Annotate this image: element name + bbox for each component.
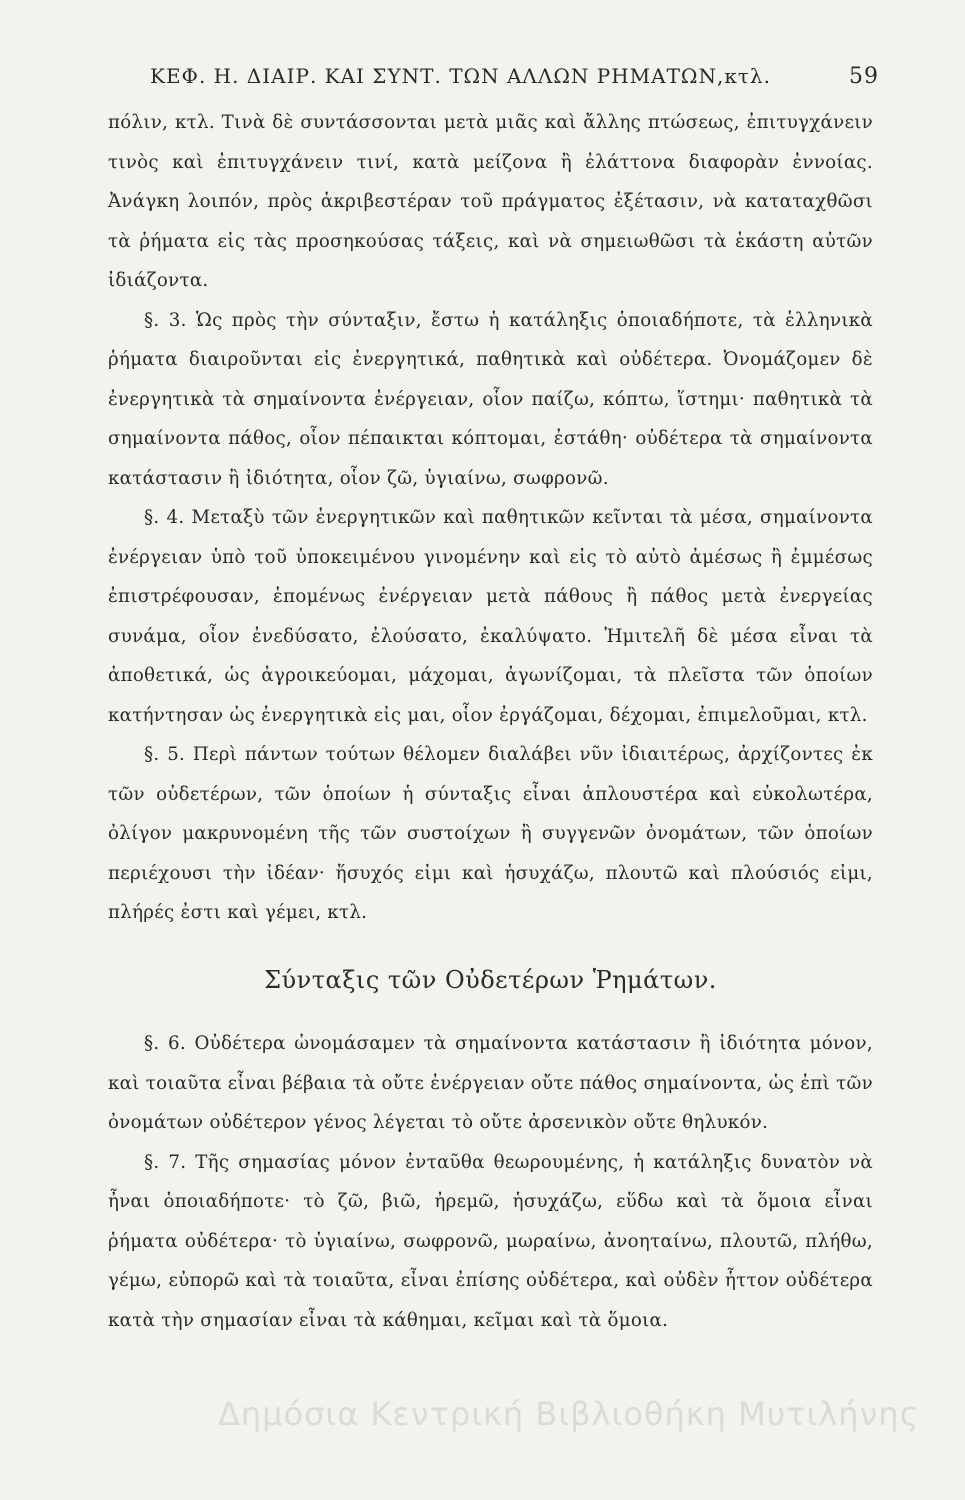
paragraph-section-4: §. 4. Μεταξὺ τῶν ἐνεργητικῶν καὶ παθητικῶν κεῖνται τὰ μέσα, σημαίνοντα ἐνέργειαν ὑπὸ τοῦ ὑποκειμένου γινομένην καὶ εἰς τὸ αὐτὸ ἀμέσως ἢ ἐμμέσως ἐπιστρέφουσαν, ἑπομένως ἐνέργειαν μετὰ πάθους ἢ πάθος μετὰ ἐνεργείας συνάμα, οἷον ἐνεδύσατο, ἐλούσατο, ἐκαλύψατο. Ἡμιτελῆ δὲ μέσα εἶναι τὰ ἀποθετικά, ὡς ἀγροικεύομαι, μάχομαι, ἀγωνίζομαι, τὰ πλεῖστα τῶν ὁποίων κατήντησαν ὡς ἐνεργητικὰ εἰς μαι, οἷον ἐργάζομαι, δέχομαι, ἐπιμελοῦμαι, κτλ. <box>108 507 873 726</box>
paragraph-continuation: πόλιν, κτλ. Τινὰ δὲ συντάσσονται μετὰ μιᾶς καὶ ἄλλης πτώσεως, ἐπιτυγχάνειν τινὸς καὶ ἐπιτυγχάνειν τινί, κατὰ μείζονα ἢ ἐλάττονα διαφορὰν ἐννοίας. Ἀνάγκη λοιπόν, πρὸς ἀκριβεστέραν τοῦ πράγματος ἐξέτασιν, νὰ καταταχθῶσι τὰ ῥήματα εἰς τὰς προσηκούσας τάξεις, καὶ νὰ σημειωθῶσι τὰ ἑκάστη αὐτῶν ἰδιάζοντα. <box>108 112 873 291</box>
paragraph-section-7: §. 7. Τῆς σημασίας μόνον ἐνταῦθα θεωρουμένης, ἡ κατάληξις δυνατὸν νὰ ἦναι ὁποιαδήποτε· τὸ ζῶ, βιῶ, ἠρεμῶ, ἡσυχάζω, εὕδω καὶ τὰ ὅμοια εἶναι ῥήματα οὐδέτερα· τὸ ὑγιαίνω, σωφρονῶ, μωραίνω, ἀνοηταίνω, πλουτῶ, πλήθω, γέμω, εὐπορῶ καὶ τὰ τοιαῦτα, εἶναι ἐπίσης οὐδέτερα, καὶ οὐδὲν ἧττον οὐδέτερα κατὰ τὴν σημασίαν εἶναι τὰ κάθημαι, κεῖμαι καὶ τὰ ὅμοια. <box>108 1151 873 1331</box>
paragraph-section-5: §. 5. Περὶ πάντων τούτων θέλομεν διαλάβει νῦν ἰδιαιτέρως, ἀρχίζοντες ἐκ τῶν οὐδετέρων, τῶν ὁποίων ἡ σύνταξις εἶναι ἁπλουστέρα καὶ εὐκολωτέρα, ὀλίγον μακρυνομένη τῆς τῶν συστοίχων ἢ συγγενῶν ὀνομάτων, τῶν ὁποίων περιέχουσι τὴν ἰδέαν· ἥσυχός εἰμι καὶ ἡσυχάζω, πλουτῶ καὶ πλούσιός εἰμι, πλήρές ἐστι καὶ γέμει, κτλ. <box>108 744 873 923</box>
page-number: 59 <box>849 64 879 89</box>
paragraph-section-6: §. 6. Οὐδέτερα ὠνομάσαμεν τὰ σημαίνοντα κατάστασιν ἢ ἰδιότητα μόνον, καὶ τοιαῦτα εἶναι βέβαια τὰ οὔτε ἐνέργειαν οὔτε πάθος σημαίνοντα, ὡς ἐπὶ τῶν ὀνομάτων οὐδέτερον γένος λέγεται τὸ οὔτε ἀρσενικὸν οὔτε θηλυκόν. <box>108 1033 873 1133</box>
paragraph-section-3: §. 3. Ὡς πρὸς τὴν σύνταξιν, ἔστω ἡ κατάληξις ὁποιαδήποτε, τὰ ἑλληνικὰ ῥήματα διαιροῦνται εἰς ἐνεργητικά, παθητικὰ καὶ οὐδέτερα. Ὀνομάζομεν δὲ ἐνεργητικὰ τὰ σημαίνοντα ἐνέργειαν, οἷον παίζω, κόπτω, ἵστημι· παθητικὰ τὰ σημαίνοντα πάθος, οἷον πέπαικται κόπτομαι, ἐστάθη· οὐδέτερα τὰ σημαίνοντα κατάστασιν ἢ ἰδιότητα, οἷον ζῶ, ὑγιαίνω, σωφρονῶ. <box>108 309 873 489</box>
chapter-title: ΚΕΦ. Η. ΔΙΑΙΡ. ΚΑΙ ΣΥΝΤ. ΤΩΝ ΑΛΛΩΝ ΡΗΜΑΤΩΝ,κτλ. <box>150 64 771 88</box>
section-heading: Σύνταξις τῶν Οὐδετέρων Ῥημάτων. <box>264 965 717 994</box>
running-head <box>150 64 879 89</box>
body-text <box>108 103 873 1340</box>
library-watermark: Δημόσια Κεντρική Βιβλιοθήκη Μυτιλήνης <box>218 1395 920 1433</box>
